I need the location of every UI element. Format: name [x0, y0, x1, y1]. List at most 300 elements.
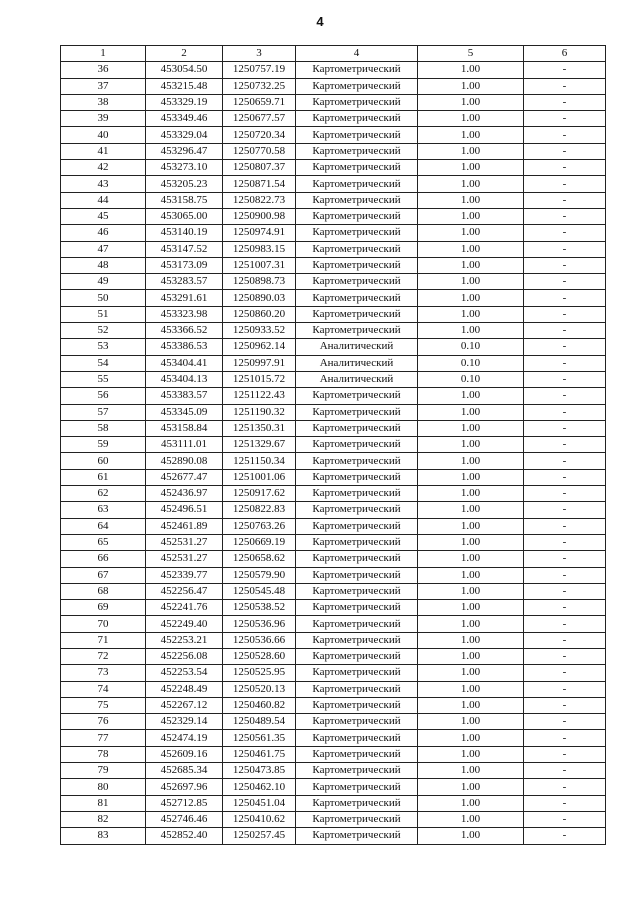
cell-point-number: 74 [61, 681, 146, 697]
table-row [61, 518, 606, 534]
cell-y: 1250677.57 [223, 111, 296, 127]
cell-method: Аналитический [296, 371, 418, 387]
cell-description: - [524, 567, 606, 583]
cell-y: 1250489.54 [223, 714, 296, 730]
cell-method: Картометрический [296, 600, 418, 616]
table-row [61, 779, 606, 795]
table-row [61, 583, 606, 599]
cell-point-number: 71 [61, 632, 146, 648]
table-row [61, 192, 606, 208]
cell-x: 452609.16 [146, 746, 223, 762]
cell-point-number: 60 [61, 453, 146, 469]
cell-x: 453140.19 [146, 225, 223, 241]
cell-method: Картометрический [296, 811, 418, 827]
cell-y: 1250822.83 [223, 502, 296, 518]
cell-accuracy: 1.00 [418, 437, 524, 453]
cell-point-number: 53 [61, 339, 146, 355]
cell-accuracy: 0.10 [418, 339, 524, 355]
cell-x: 452253.21 [146, 632, 223, 648]
cell-accuracy: 1.00 [418, 469, 524, 485]
cell-x: 452746.46 [146, 811, 223, 827]
cell-y: 1250900.98 [223, 208, 296, 224]
table-row [61, 62, 606, 78]
cell-method: Аналитический [296, 355, 418, 371]
cell-x: 452496.51 [146, 502, 223, 518]
cell-accuracy: 1.00 [418, 208, 524, 224]
cell-x: 452461.89 [146, 518, 223, 534]
table-header [61, 46, 606, 62]
cell-y: 1250538.52 [223, 600, 296, 616]
cell-x: 452248.49 [146, 681, 223, 697]
cell-accuracy: 1.00 [418, 518, 524, 534]
table-row [61, 388, 606, 404]
cell-description: - [524, 648, 606, 664]
table-row [61, 600, 606, 616]
table-row [61, 420, 606, 436]
cell-method: Картометрический [296, 746, 418, 762]
cell-x: 453349.46 [146, 111, 223, 127]
cell-accuracy: 1.00 [418, 62, 524, 78]
cell-accuracy: 1.00 [418, 290, 524, 306]
cell-x: 453291.61 [146, 290, 223, 306]
table-row [61, 453, 606, 469]
cell-point-number: 58 [61, 420, 146, 436]
cell-point-number: 61 [61, 469, 146, 485]
table-row [61, 551, 606, 567]
cell-point-number: 83 [61, 828, 146, 844]
cell-accuracy: 1.00 [418, 225, 524, 241]
cell-method: Картометрический [296, 208, 418, 224]
cell-point-number: 39 [61, 111, 146, 127]
cell-accuracy: 1.00 [418, 616, 524, 632]
cell-point-number: 79 [61, 763, 146, 779]
cell-x: 452890.08 [146, 453, 223, 469]
table-row [61, 111, 606, 127]
cell-description: - [524, 665, 606, 681]
cell-point-number: 52 [61, 323, 146, 339]
header-cell-point-number: 1 [61, 46, 146, 62]
cell-x: 452697.96 [146, 779, 223, 795]
cell-description: - [524, 404, 606, 420]
cell-method: Картометрический [296, 681, 418, 697]
cell-accuracy: 1.00 [418, 274, 524, 290]
table-row [61, 355, 606, 371]
cell-description: - [524, 583, 606, 599]
cell-accuracy: 1.00 [418, 583, 524, 599]
cell-method: Картометрический [296, 257, 418, 273]
cell-description: - [524, 160, 606, 176]
cell-method: Картометрический [296, 616, 418, 632]
cell-x: 453158.75 [146, 192, 223, 208]
cell-method: Картометрический [296, 160, 418, 176]
cell-y: 1251350.31 [223, 420, 296, 436]
table-row [61, 632, 606, 648]
cell-method: Картометрический [296, 78, 418, 94]
cell-x: 453065.00 [146, 208, 223, 224]
cell-y: 1250528.60 [223, 648, 296, 664]
cell-method: Картометрический [296, 404, 418, 420]
table-row [61, 648, 606, 664]
cell-accuracy: 1.00 [418, 600, 524, 616]
cell-x: 453404.41 [146, 355, 223, 371]
cell-description: - [524, 388, 606, 404]
cell-description: - [524, 730, 606, 746]
cell-x: 453296.47 [146, 143, 223, 159]
cell-point-number: 67 [61, 567, 146, 583]
cell-point-number: 70 [61, 616, 146, 632]
cell-description: - [524, 143, 606, 159]
cell-method: Картометрический [296, 632, 418, 648]
cell-method: Картометрический [296, 697, 418, 713]
cell-description: - [524, 453, 606, 469]
cell-description: - [524, 437, 606, 453]
cell-y: 1250460.82 [223, 697, 296, 713]
cell-point-number: 77 [61, 730, 146, 746]
cell-x: 452677.47 [146, 469, 223, 485]
cell-x: 452474.19 [146, 730, 223, 746]
cell-accuracy: 1.00 [418, 143, 524, 159]
table-row [61, 665, 606, 681]
cell-method: Картометрический [296, 306, 418, 322]
cell-description: - [524, 697, 606, 713]
cell-y: 1250410.62 [223, 811, 296, 827]
table-row [61, 143, 606, 159]
cell-description: - [524, 795, 606, 811]
cell-accuracy: 1.00 [418, 828, 524, 844]
cell-description: - [524, 355, 606, 371]
cell-x: 452256.47 [146, 583, 223, 599]
cell-point-number: 80 [61, 779, 146, 795]
cell-description: - [524, 176, 606, 192]
cell-description: - [524, 551, 606, 567]
cell-y: 1250933.52 [223, 323, 296, 339]
cell-x: 453383.57 [146, 388, 223, 404]
cell-x: 453323.98 [146, 306, 223, 322]
cell-y: 1250669.19 [223, 534, 296, 550]
cell-point-number: 44 [61, 192, 146, 208]
cell-y: 1250917.62 [223, 486, 296, 502]
cell-y: 1251015.72 [223, 371, 296, 387]
table-row [61, 290, 606, 306]
table-row [61, 323, 606, 339]
cell-point-number: 69 [61, 600, 146, 616]
cell-accuracy: 1.00 [418, 127, 524, 143]
cell-point-number: 66 [61, 551, 146, 567]
cell-x: 452253.54 [146, 665, 223, 681]
cell-accuracy: 1.00 [418, 746, 524, 762]
cell-method: Картометрический [296, 534, 418, 550]
cell-method: Картометрический [296, 583, 418, 599]
table-row [61, 127, 606, 143]
cell-description: - [524, 192, 606, 208]
cell-y: 1250451.04 [223, 795, 296, 811]
cell-x: 452256.08 [146, 648, 223, 664]
cell-accuracy: 1.00 [418, 453, 524, 469]
cell-accuracy: 1.00 [418, 404, 524, 420]
cell-y: 1250770.58 [223, 143, 296, 159]
header-row [61, 46, 606, 62]
cell-method: Картометрический [296, 730, 418, 746]
cell-point-number: 56 [61, 388, 146, 404]
cell-accuracy: 1.00 [418, 551, 524, 567]
cell-description: - [524, 208, 606, 224]
table-row [61, 681, 606, 697]
page-number: 4 [316, 14, 324, 29]
cell-x: 453404.13 [146, 371, 223, 387]
cell-accuracy: 1.00 [418, 78, 524, 94]
table-row [61, 811, 606, 827]
table-row [61, 160, 606, 176]
cell-y: 1251150.34 [223, 453, 296, 469]
cell-description: - [524, 502, 606, 518]
cell-description: - [524, 257, 606, 273]
cell-method: Картометрический [296, 225, 418, 241]
cell-y: 1250659.71 [223, 94, 296, 110]
cell-description: - [524, 828, 606, 844]
cell-point-number: 36 [61, 62, 146, 78]
cell-description: - [524, 681, 606, 697]
cell-accuracy: 1.00 [418, 632, 524, 648]
cell-x: 453273.10 [146, 160, 223, 176]
cell-point-number: 82 [61, 811, 146, 827]
table-body [61, 62, 606, 844]
cell-y: 1250898.73 [223, 274, 296, 290]
cell-accuracy: 1.00 [418, 306, 524, 322]
cell-method: Картометрический [296, 469, 418, 485]
header-cell-y: 3 [223, 46, 296, 62]
table-row [61, 795, 606, 811]
cell-y: 1250579.90 [223, 567, 296, 583]
table-row [61, 763, 606, 779]
cell-accuracy: 1.00 [418, 681, 524, 697]
cell-method: Картометрический [296, 714, 418, 730]
cell-y: 1251190.32 [223, 404, 296, 420]
cell-method: Картометрический [296, 486, 418, 502]
cell-point-number: 63 [61, 502, 146, 518]
cell-y: 1250257.45 [223, 828, 296, 844]
cell-y: 1250658.62 [223, 551, 296, 567]
cell-point-number: 57 [61, 404, 146, 420]
cell-method: Аналитический [296, 339, 418, 355]
cell-point-number: 46 [61, 225, 146, 241]
cell-point-number: 45 [61, 208, 146, 224]
cell-description: - [524, 486, 606, 502]
cell-accuracy: 1.00 [418, 420, 524, 436]
table-row [61, 257, 606, 273]
cell-point-number: 40 [61, 127, 146, 143]
cell-y: 1250807.37 [223, 160, 296, 176]
cell-x: 452712.85 [146, 795, 223, 811]
cell-accuracy: 1.00 [418, 323, 524, 339]
cell-method: Картометрический [296, 763, 418, 779]
cell-x: 452852.40 [146, 828, 223, 844]
cell-x: 453283.57 [146, 274, 223, 290]
cell-method: Картометрический [296, 665, 418, 681]
cell-description: - [524, 78, 606, 94]
cell-method: Картометрический [296, 779, 418, 795]
table-row [61, 339, 606, 355]
header-cell-x: 2 [146, 46, 223, 62]
cell-method: Картометрический [296, 437, 418, 453]
cell-description: - [524, 534, 606, 550]
cell-point-number: 64 [61, 518, 146, 534]
cell-description: - [524, 225, 606, 241]
cell-x: 452685.34 [146, 763, 223, 779]
table-row [61, 306, 606, 322]
cell-method: Картометрический [296, 143, 418, 159]
cell-method: Картометрический [296, 290, 418, 306]
table-row [61, 274, 606, 290]
cell-point-number: 49 [61, 274, 146, 290]
cell-point-number: 51 [61, 306, 146, 322]
cell-method: Картометрический [296, 648, 418, 664]
cell-y: 1250763.26 [223, 518, 296, 534]
table-row [61, 78, 606, 94]
cell-description: - [524, 420, 606, 436]
cell-method: Картометрический [296, 453, 418, 469]
cell-accuracy: 1.00 [418, 795, 524, 811]
table-row [61, 241, 606, 257]
table-row [61, 828, 606, 844]
cell-y: 1251329.67 [223, 437, 296, 453]
cell-point-number: 42 [61, 160, 146, 176]
cell-accuracy: 1.00 [418, 94, 524, 110]
cell-description: - [524, 111, 606, 127]
table-row [61, 225, 606, 241]
cell-method: Картометрический [296, 274, 418, 290]
cell-accuracy: 1.00 [418, 648, 524, 664]
cell-method: Картометрический [296, 176, 418, 192]
cell-accuracy: 0.10 [418, 371, 524, 387]
table-row [61, 616, 606, 632]
cell-y: 1250461.75 [223, 746, 296, 762]
cell-description: - [524, 632, 606, 648]
cell-point-number: 76 [61, 714, 146, 730]
cell-accuracy: 0.10 [418, 355, 524, 371]
cell-description: - [524, 518, 606, 534]
cell-accuracy: 1.00 [418, 697, 524, 713]
cell-accuracy: 1.00 [418, 388, 524, 404]
cell-accuracy: 1.00 [418, 160, 524, 176]
cell-accuracy: 1.00 [418, 665, 524, 681]
cell-description: - [524, 600, 606, 616]
cell-y: 1250822.73 [223, 192, 296, 208]
table-row [61, 371, 606, 387]
table-row [61, 437, 606, 453]
cell-point-number: 37 [61, 78, 146, 94]
cell-description: - [524, 94, 606, 110]
cell-point-number: 55 [61, 371, 146, 387]
cell-x: 453111.01 [146, 437, 223, 453]
cell-point-number: 78 [61, 746, 146, 762]
cell-x: 453173.09 [146, 257, 223, 273]
cell-accuracy: 1.00 [418, 241, 524, 257]
cell-accuracy: 1.00 [418, 486, 524, 502]
table-row [61, 714, 606, 730]
header-cell-method: 4 [296, 46, 418, 62]
cell-description: - [524, 306, 606, 322]
cell-accuracy: 1.00 [418, 192, 524, 208]
cell-accuracy: 1.00 [418, 111, 524, 127]
cell-method: Картометрический [296, 192, 418, 208]
cell-description: - [524, 274, 606, 290]
cell-x: 452339.77 [146, 567, 223, 583]
cell-point-number: 75 [61, 697, 146, 713]
cell-y: 1250997.91 [223, 355, 296, 371]
cell-description: - [524, 323, 606, 339]
cell-y: 1250525.95 [223, 665, 296, 681]
cell-y: 1250983.15 [223, 241, 296, 257]
cell-x: 453215.48 [146, 78, 223, 94]
table-row [61, 567, 606, 583]
cell-y: 1250520.13 [223, 681, 296, 697]
cell-method: Картометрический [296, 795, 418, 811]
cell-y: 1251122.43 [223, 388, 296, 404]
cell-y: 1250757.19 [223, 62, 296, 78]
cell-point-number: 54 [61, 355, 146, 371]
cell-x: 452531.27 [146, 551, 223, 567]
cell-y: 1250720.34 [223, 127, 296, 143]
cell-point-number: 50 [61, 290, 146, 306]
cell-x: 453147.52 [146, 241, 223, 257]
cell-y: 1250890.03 [223, 290, 296, 306]
cell-method: Картометрический [296, 111, 418, 127]
cell-description: - [524, 763, 606, 779]
cell-y: 1250545.48 [223, 583, 296, 599]
cell-description: - [524, 290, 606, 306]
cell-point-number: 48 [61, 257, 146, 273]
cell-x: 452329.14 [146, 714, 223, 730]
cell-method: Картометрический [296, 62, 418, 78]
table-row [61, 730, 606, 746]
cell-x: 452531.27 [146, 534, 223, 550]
cell-y: 1251001.06 [223, 469, 296, 485]
cell-method: Картометрический [296, 323, 418, 339]
cell-x: 453345.09 [146, 404, 223, 420]
cell-x: 453366.52 [146, 323, 223, 339]
cell-x: 453205.23 [146, 176, 223, 192]
cell-y: 1250561.35 [223, 730, 296, 746]
cell-accuracy: 1.00 [418, 730, 524, 746]
cell-accuracy: 1.00 [418, 763, 524, 779]
cell-method: Картометрический [296, 388, 418, 404]
cell-accuracy: 1.00 [418, 779, 524, 795]
cell-method: Картометрический [296, 518, 418, 534]
cell-y: 1250732.25 [223, 78, 296, 94]
cell-point-number: 65 [61, 534, 146, 550]
table-row [61, 94, 606, 110]
cell-y: 1250462.10 [223, 779, 296, 795]
table-row [61, 746, 606, 762]
cell-y: 1250473.85 [223, 763, 296, 779]
cell-point-number: 38 [61, 94, 146, 110]
cell-x: 453329.04 [146, 127, 223, 143]
table-row [61, 176, 606, 192]
table-row [61, 502, 606, 518]
header-cell-accuracy: 5 [418, 46, 524, 62]
cell-accuracy: 1.00 [418, 534, 524, 550]
cell-method: Картометрический [296, 828, 418, 844]
cell-description: - [524, 339, 606, 355]
header-cell-description: 6 [524, 46, 606, 62]
cell-point-number: 59 [61, 437, 146, 453]
cell-description: - [524, 62, 606, 78]
cell-description: - [524, 779, 606, 795]
cell-y: 1250860.20 [223, 306, 296, 322]
cell-description: - [524, 811, 606, 827]
cell-x: 452241.76 [146, 600, 223, 616]
cell-y: 1250871.54 [223, 176, 296, 192]
